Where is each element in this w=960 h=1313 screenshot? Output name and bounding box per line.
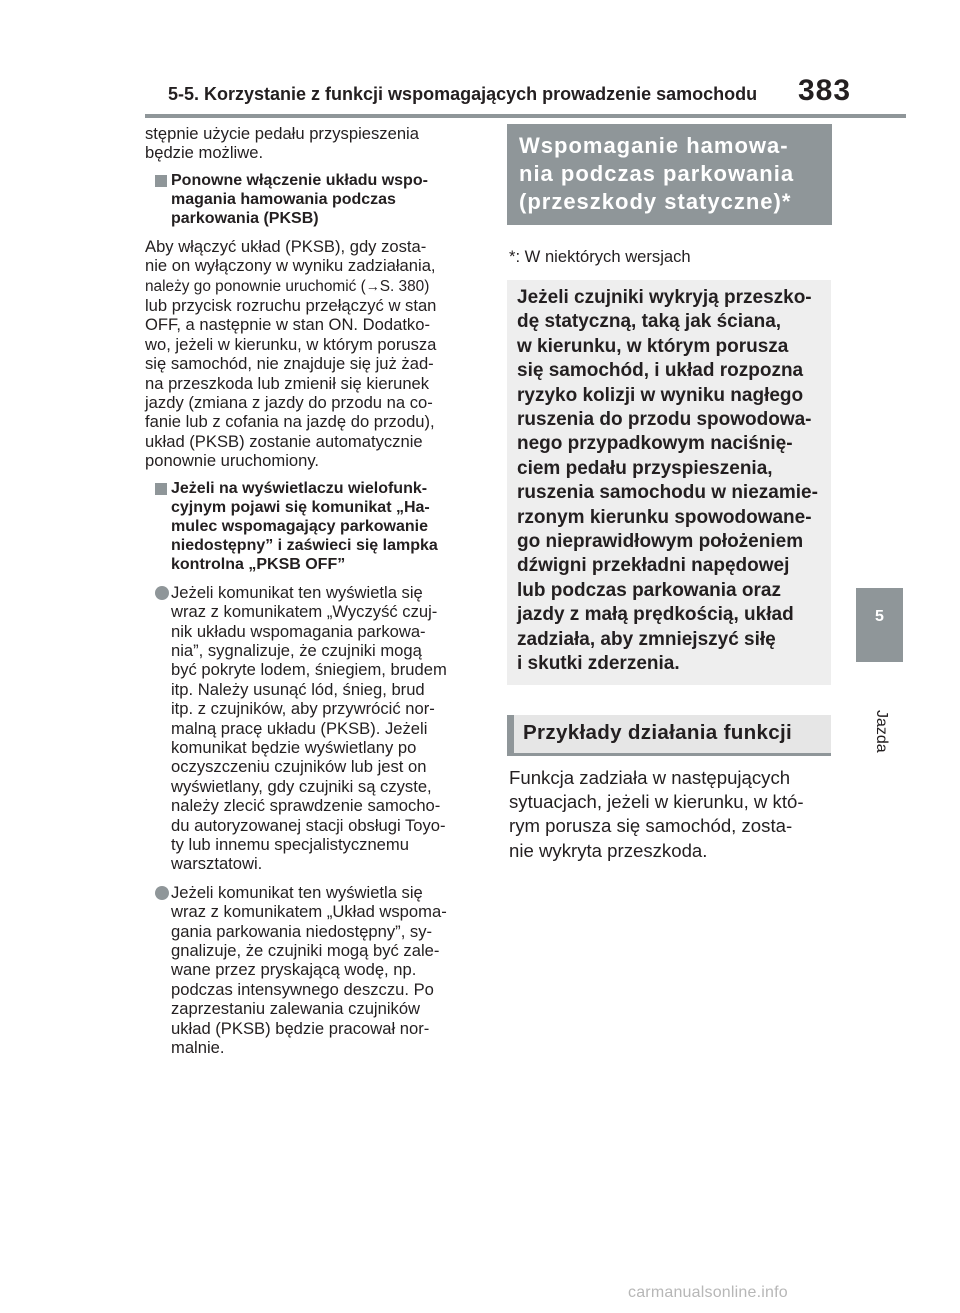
text-line: Jeżeli czujniki wykryją przeszko- <box>517 287 812 308</box>
list-item <box>145 883 485 1058</box>
page-reference-link[interactable]: S. 380) <box>379 277 430 295</box>
text-line: ciem pedału przyspieszenia, <box>517 457 773 479</box>
text-line: ruszenia samochodu w niezamie- <box>517 482 818 504</box>
text-line: nego przypadkowym naciśnię- <box>517 433 793 455</box>
heading-line: Ponowne włączenie układu wspo- <box>171 171 428 189</box>
text-line: Funkcja zadziała w następujących <box>509 766 791 788</box>
chapter-tab-label <box>860 710 900 753</box>
heading-line: niedostępny” i zaświeci się lampka <box>171 536 438 554</box>
subheading-divider <box>507 753 831 756</box>
heading-line: cyjnym pojawi się komunikat „Ha- <box>171 498 430 516</box>
text-line: jazdy (zmiana z jazdy do przodu na co- <box>145 393 433 413</box>
watermark-text: carmanualsonline.info <box>628 1284 788 1301</box>
text-line: być pokryte lodem, śniegiem, brudem <box>171 660 447 680</box>
heading-line: Jeżeli na wyświetlaczu wielofunk- <box>171 479 428 497</box>
subsection-heading-reactivation <box>145 171 485 228</box>
text-line: gnalizuje, że czujniki mogą być zale- <box>171 941 440 960</box>
heading-line: parkowania (PKSB) <box>171 209 319 227</box>
text-line: zaprzestaniu zalewania czujników <box>171 999 421 1019</box>
heading-line: kontrolna „PKSB OFF” <box>171 555 346 573</box>
header-divider <box>145 114 906 118</box>
text-line: dźwigni przekładni napędowej <box>517 555 790 577</box>
text-line: się samochód, nie znajduje się już żad- <box>145 354 434 374</box>
page-header <box>0 0 960 120</box>
text-line: Aby włączyć układ (PKSB), gdy zosta- <box>145 236 427 256</box>
text-line: ryzyko kolizji w wyniku nagłego <box>517 384 804 406</box>
heading-line: mulec wspomagający parkowanie <box>171 517 428 535</box>
text-line: wraz z komunikatem „Wyczyść czuj- <box>171 602 438 622</box>
text-line: jazdy z małą prędkością, układ <box>517 604 794 626</box>
text-line: podczas intensywnego deszczu. Po <box>171 979 434 999</box>
circle-bullet-icon <box>155 586 169 600</box>
text-line: należy zlecić sprawdzenie samocho- <box>171 796 441 816</box>
circle-bullet-icon <box>155 886 169 900</box>
subheading-bar <box>507 715 831 753</box>
text-line: rym porusza się samochód, zosta- <box>509 815 793 837</box>
arrow-right-icon: → <box>365 277 380 294</box>
text-line: będzie możliwe. <box>145 143 264 163</box>
text-line: nie on wyłączony w wyniku zadziałania, <box>145 256 436 276</box>
section-heading <box>507 124 832 225</box>
text-line: się samochód, i układ rozpozna <box>517 360 804 382</box>
text-line: itp. Należy usunąć lód, śnieg, brud <box>171 679 425 699</box>
intro-paragraph <box>145 124 485 163</box>
text-line: zadziała, aby zmniejszyć siłę <box>517 628 776 650</box>
text-line: wraz z komunikatem „Układ wspoma- <box>171 902 447 922</box>
text-line: sytuacjach, jeżeli w kierunku, w któ- <box>509 790 804 812</box>
text-line: fanie lub z cofania na jazdę do przodu), <box>145 412 435 432</box>
square-bullet-icon <box>155 175 167 187</box>
square-bullet-icon <box>155 483 167 495</box>
page-number: 383 <box>798 74 852 107</box>
heading-line: nia podczas parkowania <box>519 161 795 186</box>
chapter-tab-label-text: Jazda <box>873 710 890 753</box>
text-line: malnie. <box>171 1038 225 1058</box>
examples-paragraph <box>507 766 832 864</box>
text-line: układ (PKSB) będzie pracował nor- <box>171 1018 430 1038</box>
text-line: lub przycisk rozruchu przełączyć w stan <box>145 296 437 316</box>
text-line: wane przez pryskającą wodę, np. <box>171 960 417 980</box>
text-line: rzonym kierunku spowodowane- <box>517 506 812 528</box>
reactivation-paragraph <box>145 237 485 471</box>
text-line: go nieprawidłowym położeniem <box>517 531 804 553</box>
text-line: du autoryzowanej stacji obsługi Toyo- <box>171 815 446 835</box>
text-line: malną pracę układu (PKSB). Jeżeli <box>171 718 428 738</box>
text-line: układ (PKSB) zostanie automatycznie <box>145 431 423 451</box>
text-line: dę statyczną, taką jak ściana, <box>517 311 782 333</box>
text-line: nie wykryta przeszkoda. <box>509 839 708 861</box>
subheading-title: Przykłady działania funkcji <box>523 720 793 744</box>
function-description-box <box>507 280 831 685</box>
text-line: itp. z czujników, aby przywrócić nor- <box>171 699 435 719</box>
left-column <box>145 124 485 1066</box>
text-line: wo, jeżeli w kierunku, w którym porusza <box>145 334 437 354</box>
text-line: na przeszkoda lub zmienił się kierunek <box>145 373 430 393</box>
text-line: ponownie uruchomiony. <box>145 451 320 471</box>
text-line: Jeżeli komunikat ten wyświetla się <box>171 882 423 902</box>
heading-line: (przeszkody statyczne)* <box>519 189 792 214</box>
text-line: OFF, a następnie w stan ON. Dodatko- <box>145 315 430 335</box>
subsection-heading-display-message <box>145 479 485 574</box>
heading-line: magania hamowania podczas <box>171 190 396 208</box>
subheading-accent <box>507 715 514 753</box>
right-column <box>507 124 832 863</box>
chapter-section-title: 5-5. Korzystanie z funkcji wspomagających prowadzenie samochodu <box>168 84 758 104</box>
list-item <box>145 583 485 874</box>
chapter-tab-number: 5 <box>875 608 884 625</box>
text-line: ty lub innemu specjalistycznemu <box>171 834 409 854</box>
version-footnote: *: W niektórych wersjach <box>509 247 691 266</box>
text-line: nik układu wspomagania parkowa- <box>171 621 426 641</box>
heading-line: Wspomaganie hamowa- <box>519 133 789 158</box>
text-line: nia”, sygnalizuje, że czujniki mogą <box>171 640 422 660</box>
text-line: lub podczas parkowania oraz <box>517 579 781 601</box>
text-line: i skutki zderzenia. <box>517 653 680 675</box>
text-line: w kierunku, w którym porusza <box>517 335 789 357</box>
text-line: gania parkowania niedostępny”, sy- <box>171 921 433 941</box>
text-line: wyświetlany, gdy czujniki są czyste, <box>171 776 432 796</box>
text-line: warsztatowi. <box>171 854 263 874</box>
text-line: należy go ponownie uruchomić ( <box>145 277 366 295</box>
text-line: ruszenia do przodu spowodowa- <box>517 409 812 431</box>
text-line: oczyszczeniu czujników lub jest on <box>171 757 427 777</box>
text-line: stępnie użycie pedału przyspieszenia <box>145 124 419 143</box>
text-line: komunikat będzie wyświetlany po <box>171 737 417 757</box>
text-line: Jeżeli komunikat ten wyświetla się <box>171 582 423 602</box>
